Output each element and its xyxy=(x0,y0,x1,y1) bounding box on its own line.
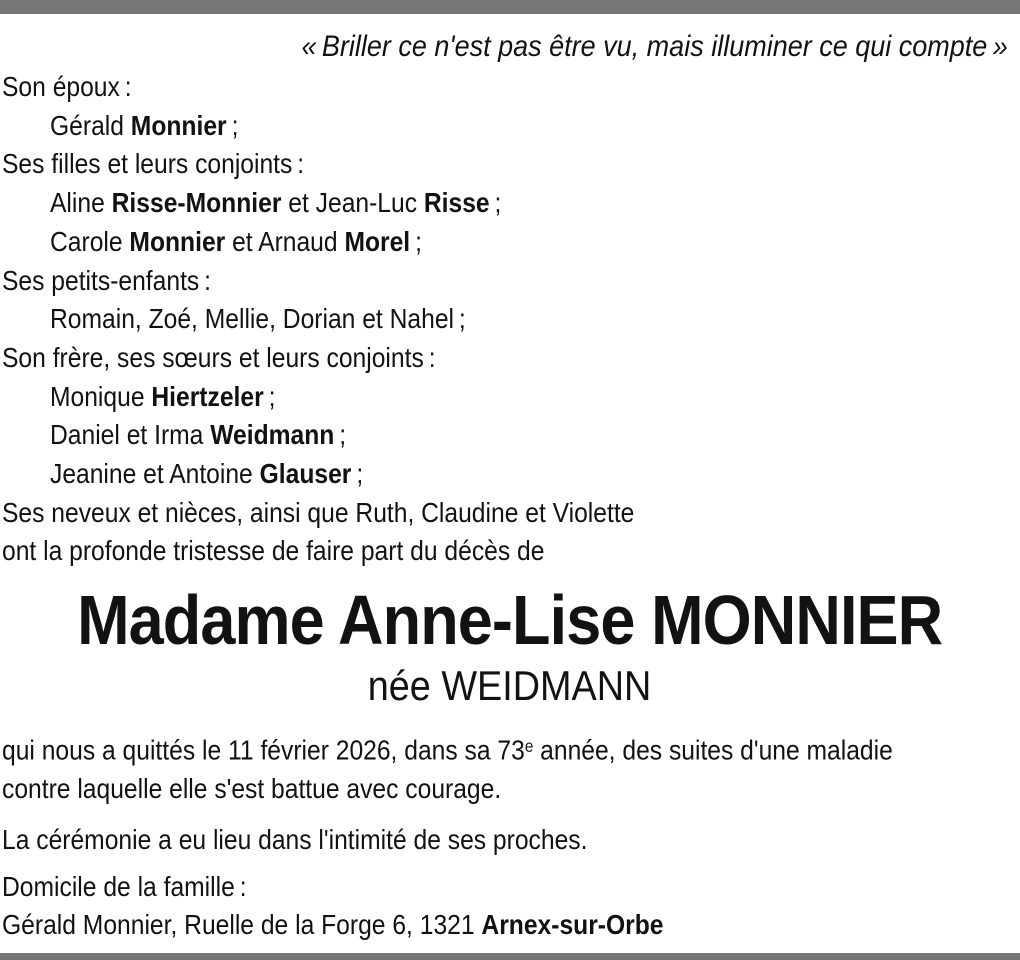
family-line xyxy=(2,262,1020,301)
text-segment: Ses filles et leurs conjoints : xyxy=(2,148,305,180)
family-line xyxy=(2,145,1020,184)
family-line-text xyxy=(50,223,422,262)
text-segment: e xyxy=(524,736,534,757)
text-segment: ; xyxy=(263,380,276,412)
text-segment: Carole xyxy=(50,225,130,257)
text-segment: ; xyxy=(334,419,347,451)
text-segment: ; xyxy=(489,187,502,219)
text-segment: Gérald Monnier, Ruelle de la Forge 6, 1321 xyxy=(2,909,482,941)
text-segment: et Jean-Luc xyxy=(281,187,424,219)
text-segment: Gérald xyxy=(50,109,131,141)
family-line xyxy=(2,494,1020,533)
text-segment: Daniel et Irma xyxy=(50,419,211,451)
text-segment: Arnex-sur-Orbe xyxy=(481,909,664,941)
epitaph-quote xyxy=(0,29,1020,65)
text-segment: Hiertzeler xyxy=(151,380,264,412)
family-line-text xyxy=(50,107,238,146)
text-segment: Monnier xyxy=(130,109,227,141)
family-line xyxy=(2,378,1020,417)
family-line-text xyxy=(50,378,275,417)
family-line xyxy=(2,107,1020,146)
text-segment: Jeanine et Antoine xyxy=(50,458,260,490)
text-segment: Risse xyxy=(423,187,490,219)
family-line xyxy=(2,184,1020,223)
domicile-label-text: Domicile de la famille : xyxy=(2,870,247,902)
family-line-text xyxy=(50,300,466,339)
text-segment: Romain, Zoé, Mellie, Dorian et Nahel ; xyxy=(50,303,466,335)
family-line xyxy=(2,532,1020,571)
text-segment: Aline xyxy=(50,187,112,219)
text-segment: Glauser xyxy=(259,458,352,490)
domicile-address-line xyxy=(2,906,1020,945)
ceremony-note-text: La cérémonie a eu lieu dans l'intimité de ses proches. xyxy=(2,823,588,855)
text-segment: ; xyxy=(351,458,364,490)
death-announcement-line-2 xyxy=(2,770,1020,809)
family-line xyxy=(2,300,1020,339)
family-line xyxy=(2,339,1020,378)
family-line-text xyxy=(50,455,363,494)
family-line xyxy=(2,68,1020,107)
text-segment: Son époux : xyxy=(2,71,132,102)
text-segment: Monnier xyxy=(129,225,226,257)
family-line xyxy=(2,455,1020,494)
family-line xyxy=(2,416,1020,455)
death-announcement-text-1 xyxy=(2,727,893,770)
family-line-text xyxy=(2,339,436,378)
epitaph-quote-text: « Briller ce n'est pas être vu, mais illuminer ce qui compte » xyxy=(301,30,1008,63)
text-segment: Morel xyxy=(344,225,411,257)
text-segment: Monique xyxy=(50,380,152,412)
ceremony-note xyxy=(0,821,1020,860)
text-segment: Ses petits-enfants : xyxy=(2,264,212,296)
text-segment: contre laquelle elle s'est battue avec courage. xyxy=(2,773,502,805)
family-line-text xyxy=(50,416,346,455)
family-line-text xyxy=(2,494,634,533)
text-segment: et Arnaud xyxy=(225,225,345,257)
text-segment: Son frère, ses sœurs et leurs conjoints : xyxy=(2,341,436,373)
domicile-address-text xyxy=(2,906,664,945)
bottom-border-bar xyxy=(0,953,1020,960)
family-line-text xyxy=(50,184,501,223)
family-line xyxy=(2,223,1020,262)
family-line-text xyxy=(2,532,544,571)
text-segment: ; xyxy=(226,109,239,141)
text-segment: ont la profonde tristesse de faire part du décès de xyxy=(2,535,545,567)
text-segment: Weidmann xyxy=(210,419,335,451)
text-segment: qui nous a quittés le 11 février 2026, dans sa 73 xyxy=(2,734,525,766)
text-segment: Ses neveux et nièces, ainsi que Ruth, Claudine et Violette xyxy=(2,496,635,528)
deceased-name-text: Madame Anne-Lise MONNIER xyxy=(77,581,943,660)
death-announcement-line-1 xyxy=(2,727,1020,770)
family-line-text xyxy=(2,145,304,184)
family-line-text xyxy=(2,262,211,301)
death-announcement-text-2 xyxy=(2,770,501,809)
top-border-bar xyxy=(0,0,1020,14)
text-segment: ; xyxy=(410,225,422,257)
text-segment: Risse-Monnier xyxy=(111,187,282,219)
text-segment: année, des suites d'une maladie xyxy=(533,734,893,766)
maiden-name xyxy=(0,661,1020,711)
family-list xyxy=(0,68,1020,571)
family-domicile xyxy=(0,868,1020,945)
death-announcement xyxy=(0,727,1020,809)
domicile-label-line xyxy=(2,868,1020,907)
maiden-name-text: née WEIDMANN xyxy=(368,662,652,710)
deceased-name xyxy=(0,579,1020,661)
family-line-text xyxy=(2,68,132,107)
